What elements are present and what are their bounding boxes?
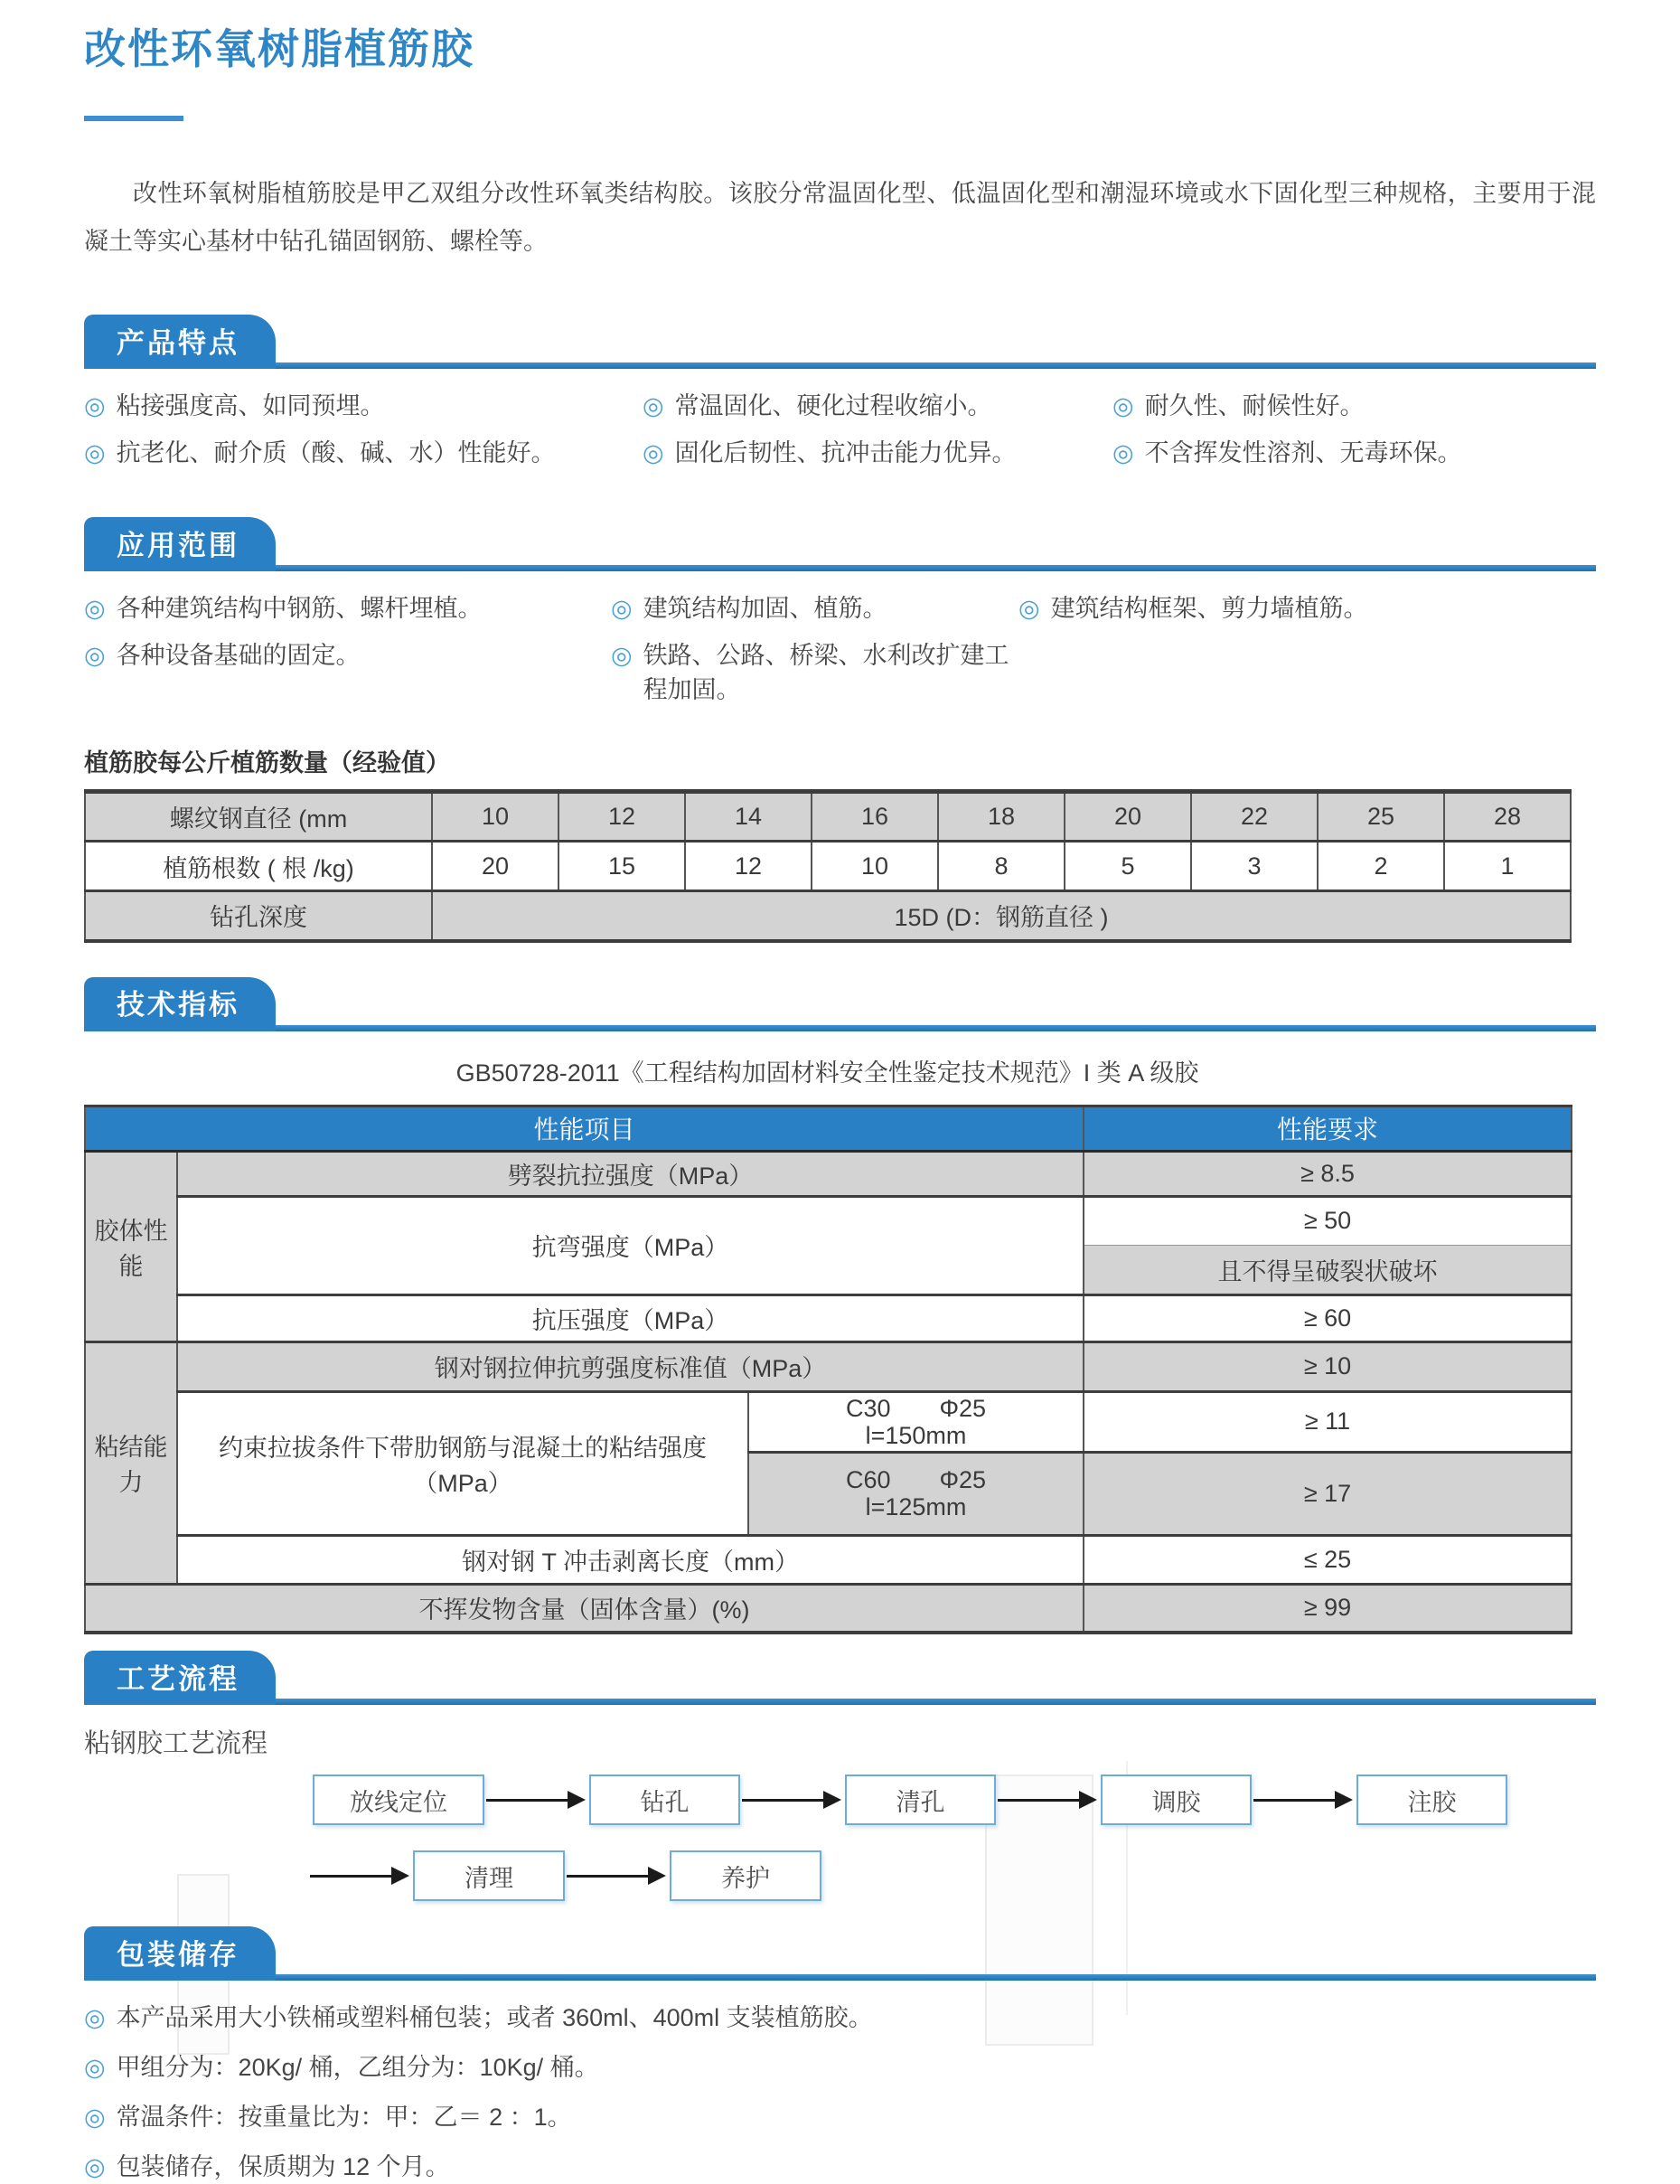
- applications-list: [84, 591, 1620, 707]
- condition-line: l=150mm: [865, 1421, 967, 1449]
- arrow-right-icon: [742, 1799, 825, 1802]
- list-item: [84, 389, 643, 423]
- process-flow-row-1: [313, 1773, 1596, 1827]
- title-dash: [84, 116, 183, 121]
- group-label: 粘结能力: [85, 1341, 177, 1584]
- list-item-text: 常温条件：按重量比为：甲：乙＝ 2 ：1。: [116, 2104, 572, 2131]
- section-heading-process: 工艺流程: [84, 1651, 276, 1705]
- section-banner-applications: [84, 515, 1596, 571]
- property-name: 不挥发物含量（固体含量）(%): [85, 1584, 1084, 1633]
- property-name: 抗压强度（MPa）: [177, 1294, 1084, 1341]
- cell: 14: [685, 792, 812, 842]
- row-label: 螺纹钢直径 (mm: [85, 792, 432, 842]
- flow-step: 放线定位: [313, 1774, 484, 1825]
- list-item-text: 本产品采用大小铁桶或塑料桶包装；或者 360ml、400ml 支装植筋胶。: [116, 2004, 873, 2031]
- table-row: [85, 1584, 1572, 1633]
- list-item: [643, 436, 1112, 470]
- packaging-list: [84, 2000, 1620, 2184]
- cell: 18: [938, 792, 1065, 842]
- banner-rule: [84, 565, 1596, 571]
- list-item-text: 建筑结构加固、植筋。: [643, 595, 887, 622]
- bullseye-icon: ◎: [1018, 595, 1040, 622]
- page: [0, 16, 1680, 2180]
- bullseye-icon: ◎: [1112, 392, 1134, 419]
- arrow-right-icon: [567, 1875, 650, 1878]
- list-item: [84, 436, 643, 470]
- list-item: [611, 591, 1018, 626]
- requirement-value: ≤ 25: [1084, 1535, 1572, 1584]
- list-item: [1112, 389, 1620, 423]
- bullseye-icon: ◎: [84, 595, 106, 622]
- banner-rule: [84, 1025, 1596, 1031]
- requirement-value: ≥ 8.5: [1084, 1151, 1572, 1196]
- condition-line: C60 Φ25: [845, 1466, 987, 1493]
- requirement-value: ≥ 10: [1084, 1341, 1572, 1391]
- condition-cell: [748, 1452, 1084, 1535]
- bullseye-icon: ◎: [84, 2004, 106, 2031]
- cell: 22: [1191, 792, 1318, 842]
- arrow-right-icon: [998, 1799, 1081, 1802]
- arrow-right-icon: [1253, 1799, 1337, 1802]
- group-label: 胶体性能: [85, 1151, 177, 1341]
- cell: 10: [432, 792, 558, 842]
- list-item-text: 不含挥发性溶剂、无毒环保。: [1144, 439, 1462, 466]
- cell: 1: [1444, 842, 1571, 891]
- section-heading-packaging: 包装储存: [84, 1926, 276, 1981]
- banner-rule: [84, 362, 1596, 369]
- bullseye-icon: ◎: [84, 2153, 106, 2180]
- cell: 12: [558, 792, 685, 842]
- flow-step: 养护: [670, 1850, 821, 1901]
- tech-standard-caption: GB50728-2011《工程结构加固材料安全性鉴定技术规范》I 类 A 级胶: [455, 1059, 1199, 1087]
- table-row: [85, 1341, 1572, 1391]
- bullseye-icon: ◎: [643, 439, 664, 466]
- list-item-text: 甲组分为：20Kg/ 桶，乙组分为：10Kg/ 桶。: [116, 2054, 599, 2081]
- bullseye-icon: ◎: [84, 439, 106, 466]
- cell: 15: [558, 842, 685, 891]
- list-item-text: 粘接强度高、如同预埋。: [116, 392, 385, 419]
- dosage-table: [84, 789, 1572, 943]
- row-label: 钻孔深度: [85, 891, 432, 941]
- column-header: 性能项目: [85, 1106, 1084, 1151]
- cell: 20: [432, 842, 558, 891]
- property-name: 约束拉拔条件下带肋钢筋与混凝土的粘结强度（MPa）: [177, 1391, 748, 1535]
- arrow-right-icon: [486, 1799, 569, 1802]
- list-item: [84, 638, 611, 707]
- list-item-text: 铁路、公路、桥梁、水利改扩建工程加固。: [643, 642, 1009, 703]
- column-header: 性能要求: [1084, 1106, 1572, 1151]
- requirement-value: ≥ 99: [1084, 1584, 1572, 1633]
- section-heading-applications: 应用范围: [84, 517, 276, 571]
- list-item-text: 各种建筑结构中钢筋、螺杆埋植。: [116, 595, 483, 622]
- section-banner-packaging: [84, 1925, 1596, 1981]
- requirement-value: ≥ 50: [1084, 1196, 1572, 1245]
- dosage-table-title: 植筋胶每公斤植筋数量（经验值）: [84, 749, 450, 777]
- row-label: 植筋根数 ( 根 /kg): [85, 842, 432, 891]
- arrow-right-icon: [310, 1875, 393, 1878]
- cell: 28: [1444, 792, 1571, 842]
- flow-step: 清理: [413, 1850, 565, 1901]
- list-item: [84, 2050, 1620, 2085]
- process-subtitle: 粘钢胶工艺流程: [84, 1729, 268, 1758]
- bullseye-icon: ◎: [84, 392, 106, 419]
- condition-line: l=125mm: [865, 1493, 967, 1520]
- flow-step: 清孔: [845, 1774, 996, 1825]
- table-row: [85, 792, 1571, 842]
- bullseye-icon: ◎: [1112, 439, 1134, 466]
- condition-line: C30 Φ25: [845, 1394, 987, 1422]
- table-row: [85, 891, 1571, 941]
- cell: 5: [1065, 842, 1191, 891]
- bullseye-icon: ◎: [643, 392, 664, 419]
- bullseye-icon: ◎: [84, 2054, 106, 2081]
- requirement-value: ≥ 60: [1084, 1294, 1572, 1341]
- list-item-text: 建筑结构框架、剪力墙植筋。: [1050, 595, 1368, 622]
- list-item-text: 包装储存，保质期为 12 个月。: [116, 2153, 450, 2180]
- flow-step: 调胶: [1101, 1774, 1252, 1825]
- table-header-row: [85, 1106, 1572, 1151]
- list-item: [84, 591, 611, 626]
- intro-paragraph: 改性环氧树脂植筋胶是甲乙双组分改性环氧类结构胶。该胶分常温固化型、低温固化型和潮湿环境或水下固化型三种规格，主要用于混凝土等实心基材中钻孔锚固钢筋、螺栓等。: [84, 180, 1596, 255]
- requirement-value: ≥ 11: [1084, 1391, 1572, 1452]
- list-item-text: 各种设备基础的固定。: [116, 642, 361, 669]
- condition-cell: [748, 1391, 1084, 1452]
- cell: 10: [812, 842, 938, 891]
- list-item: [1018, 591, 1620, 626]
- list-item-text: 抗老化、耐介质（酸、碱、水）性能好。: [116, 439, 556, 466]
- cell: 2: [1318, 842, 1444, 891]
- property-name: 抗弯强度（MPa）: [177, 1196, 1084, 1294]
- cell: 8: [938, 842, 1065, 891]
- section-banner-tech: [84, 975, 1596, 1031]
- flow-step: 注胶: [1356, 1774, 1507, 1825]
- table-row: [85, 1391, 1572, 1452]
- cell: 12: [685, 842, 812, 891]
- property-name: 钢对钢 T 冲击剥离长度（mm）: [177, 1535, 1084, 1584]
- requirement-value: ≥ 17: [1084, 1452, 1572, 1535]
- list-item-text: 常温固化、硬化过程收缩小。: [674, 392, 992, 419]
- section-heading-tech: 技术指标: [84, 977, 276, 1031]
- section-banner-process: [84, 1649, 1596, 1705]
- table-row: [85, 1535, 1572, 1584]
- list-item: [1112, 436, 1620, 470]
- banner-rule: [84, 1974, 1596, 1981]
- list-item-text: 固化后韧性、抗冲击能力优异。: [674, 439, 1017, 466]
- table-row: [85, 1196, 1572, 1245]
- cell: 15D (D：钢筋直径 ): [432, 891, 1571, 941]
- cell: 20: [1065, 792, 1191, 842]
- section-heading-features: 产品特点: [84, 315, 276, 369]
- bullseye-icon: ◎: [84, 642, 106, 669]
- list-item: [611, 638, 1018, 707]
- section-banner-features: [84, 313, 1596, 369]
- flow-step: 钻孔: [589, 1774, 740, 1825]
- table-row: [85, 1151, 1572, 1196]
- bullseye-icon: ◎: [611, 595, 633, 622]
- property-name: 劈裂抗拉强度（MPa）: [177, 1151, 1084, 1196]
- page-title: 改性环氧树脂植筋胶: [84, 25, 474, 72]
- bullseye-icon: ◎: [611, 642, 633, 669]
- banner-rule: [84, 1699, 1596, 1705]
- list-item: [84, 2150, 1620, 2184]
- features-list: [84, 389, 1620, 470]
- table-row: [85, 842, 1571, 891]
- table-row: [85, 1294, 1572, 1341]
- list-item: [84, 2100, 1620, 2134]
- process-flow-row-2: [310, 1849, 1596, 1903]
- cell: 25: [1318, 792, 1444, 842]
- property-name: 钢对钢拉伸抗剪强度标准值（MPa）: [177, 1341, 1084, 1391]
- cell: 16: [812, 792, 938, 842]
- list-item-text: 耐久性、耐候性好。: [1144, 392, 1365, 419]
- list-item: [643, 389, 1112, 423]
- cell: 3: [1191, 842, 1318, 891]
- bullseye-icon: ◎: [84, 2104, 106, 2131]
- requirement-value: 且不得呈破裂状破坏: [1084, 1245, 1572, 1294]
- tech-table: [84, 1105, 1572, 1635]
- list-item: [84, 2000, 1620, 2035]
